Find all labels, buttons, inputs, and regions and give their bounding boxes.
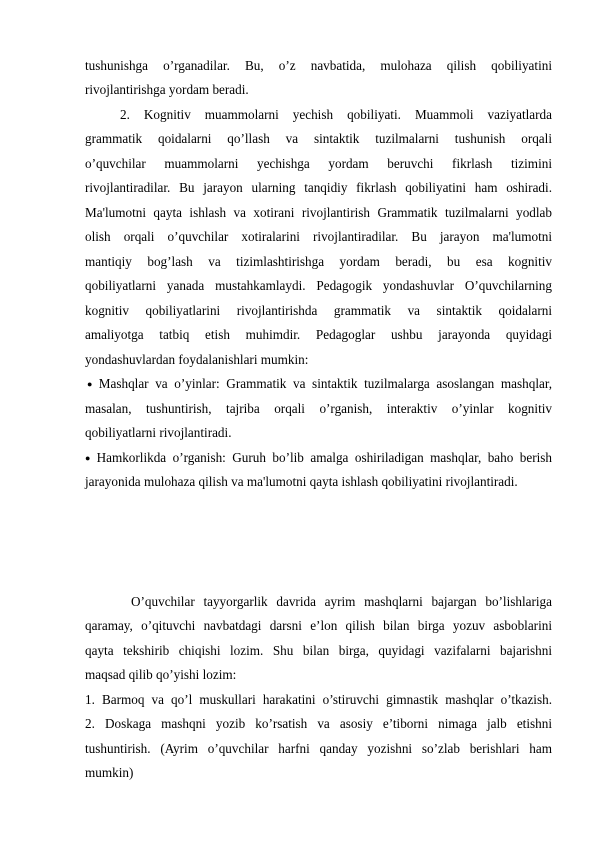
text-line: rivojlantirishga yordam beradi. <box>85 82 249 97</box>
text-line: qobiliyatlarni yanada mustahkamlaydi. Pedagogik yondashuvlar O’quvchilarning <box>85 278 552 293</box>
text-line: qayta tekshirib chiqishi lozim. Shu bilan birga, quyidagi vazifalarni bajarishni <box>85 643 552 658</box>
text-line: 2. Doskaga mashqni yozib ko’rsatish va asosiy e’tiborni nimaga jalb etishni <box>85 716 552 731</box>
text-line: rivojlantiradilar. Bu jarayon ularning tanqidiy fikrlash qobiliyatini ham oshiradi. <box>85 180 552 195</box>
text-line: qobiliyatlarni rivojlantiradi. <box>85 425 232 440</box>
text-line: olish orqali o’quvchilar xotiralarini rivojlantiradilar. Bu jarayon ma'lumotni <box>85 229 552 244</box>
text-line: yondashuvlardan foydalanishlari mumkin: <box>85 352 309 367</box>
text-line: 1. Barmoq va qo’l muskullari harakatini o’stiruvchi gimnastik mashqlar o’tkazish. <box>85 692 552 707</box>
text-line: mumkin) <box>85 765 134 780</box>
bullet-icon: ● <box>85 453 94 463</box>
text-line: 2. Kognitiv muammolarni yechish qobiliyati. Muammoli vaziyatlarda <box>120 107 552 122</box>
text-line: qaramay, o’qituvchi navbatdagi darsni e’lon qilish bilan birga yozuv asboblarini <box>85 618 552 633</box>
text-line: grammatik qoidalarni qo’llash va sintaktik tuzilmalarni tushunish orqali <box>85 131 552 146</box>
text-line: o’quvchilar muammolarni yechishga yordam beruvchi fikrlash tizimini <box>85 156 552 171</box>
text-line: tushunishga o’rganadilar. Bu, o’z navbatida, mulohaza qilish qobiliyatini <box>85 58 552 73</box>
text-line: kognitiv qobiliyatlarini rivojlantirishda grammatik va sintaktik qoidalarni <box>85 303 552 318</box>
bullet-text: Hamkorlikda o’rganish: Guruh bo’lib amalga oshiriladigan mashqlar, baho berish <box>96 450 552 465</box>
bullet-text: Mashqlar va o’yinlar: Grammatik va sintaktik tuzilmalarga asoslangan mashqlar, <box>98 376 552 391</box>
text-line: maqsad qilib qo’yishi lozim: <box>85 667 237 682</box>
text-line: jarayonida mulohaza qilish va ma'lumotni qayta ishlash qobiliyatini rivojlantiradi. <box>85 474 518 489</box>
bullet-item-collaboration <box>85 446 552 470</box>
text-line: Ma'lumotni qayta ishlash va xotirani rivojlantirish Grammatik tuzilmalarni yodlab <box>85 205 552 220</box>
bullet-item-exercises <box>87 372 552 396</box>
bullet-icon: ● <box>87 379 96 389</box>
text-line: tushuntirish. (Ayrim o’quvchilar harfni qanday yozishni so’zlab berishlari ham <box>85 741 552 756</box>
text-line: mantiqiy bog’lash va tizimlashtirishga yordam beradi, bu esa kognitiv <box>85 254 552 269</box>
text-line: masalan, tushuntirish, tajriba orqali o’rganish, interaktiv o’yinlar kognitiv <box>85 401 552 416</box>
text-line: amaliyotga tatbiq etish muhimdir. Pedagoglar ushbu jarayonda quyidagi <box>85 327 552 342</box>
text-line: O’quvchilar tayyorgarlik davrida ayrim mashqlarni bajargan bo’lishlariga <box>131 594 552 609</box>
